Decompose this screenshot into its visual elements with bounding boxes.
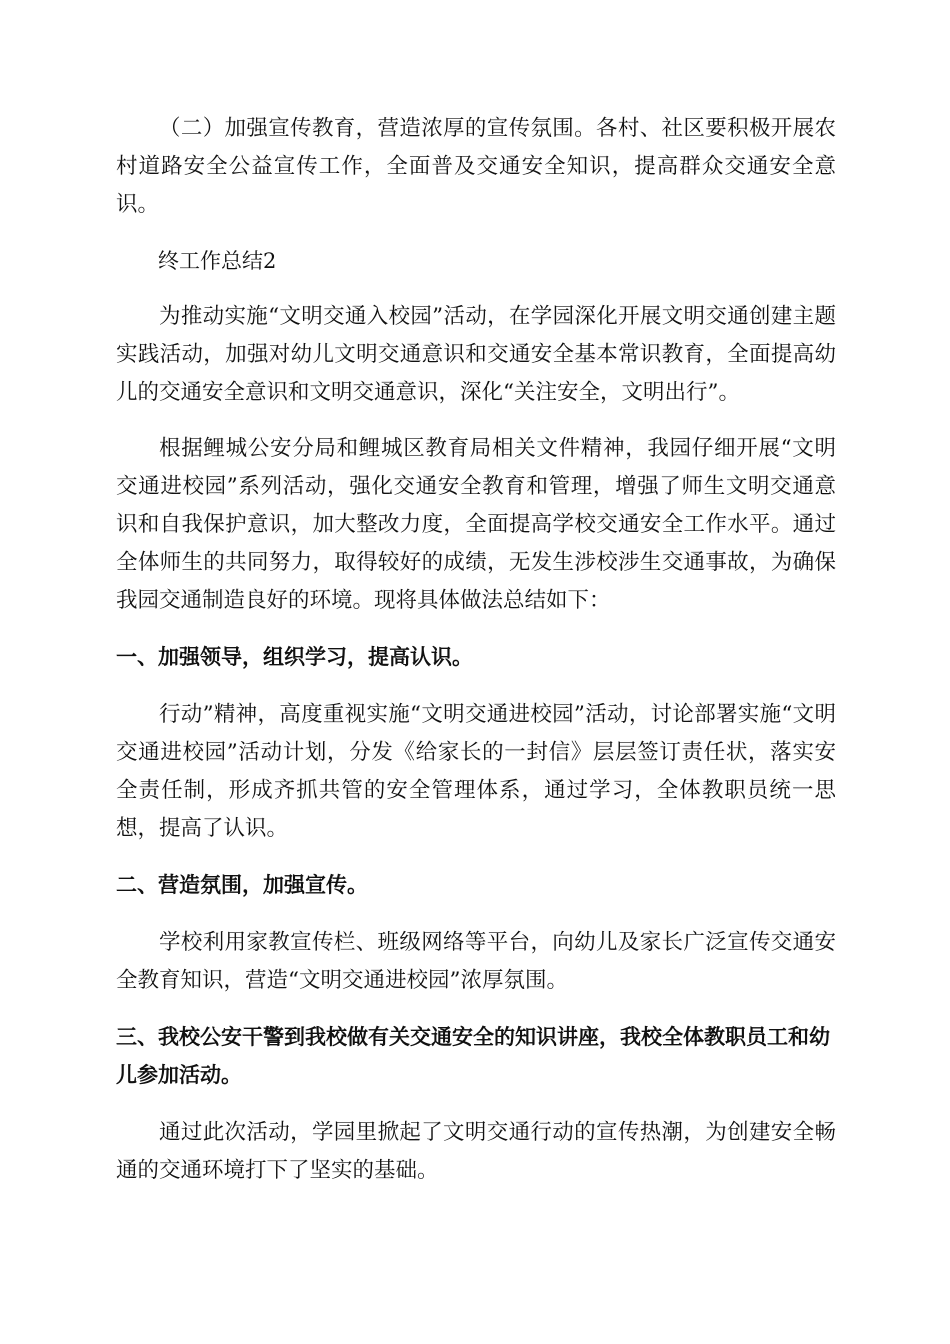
paragraph-leadership: 行动”精神，高度重视实施“文明交通进校园”活动，讨论部署实施“文明交通进校园”活动计划，分发《给家长的一封信》层层签订责任状，落实安全责任制，形成齐抓共管的安全管理体系，通过学习，全体教职员统一思想，提高了认识。 — [116, 702, 836, 841]
heading-lecture: 三、我校公安干警到我校做有关交通安全的知识讲座，我校全体教职员工和幼儿参加活动。 — [116, 1025, 830, 1087]
paragraph-atmosphere: 学校利用家教宣传栏、班级网络等平台，向幼儿及家长广泛宣传交通安全教育知识，营造“文明交通进校园”浓厚氛围。 — [116, 930, 836, 993]
paragraph-campaign-intro: 为推动实施“文明交通入校园”活动，在学园深化开展文明交通创建主题实践活动，加强对幼儿文明交通意识和交通安全基本常识教育，全面提高幼儿的交通安全意识和文明交通意识，深化“关注安全，文明出行”。 — [116, 304, 836, 405]
heading-atmosphere: 二、营造氛围，加强宣传。 — [116, 873, 368, 897]
paragraph-publicity-education: （二）加强宣传教育，营造浓厚的宣传氛围。各村、社区要积极开展农村道路安全公益宣传工作，全面普及交通安全知识，提高群众交通安全意识。 — [116, 116, 836, 217]
heading-leadership: 一、加强领导，组织学习，提高认识。 — [116, 645, 473, 669]
document-page — [116, 110, 836, 1208]
paragraph-conclusion: 通过此次活动，学园里掀起了文明交通行动的宣传热潮，为创建安全畅通的交通环境打下了坚实的基础。 — [116, 1120, 836, 1183]
paragraph-background: 根据鲤城公安分局和鲤城区教育局相关文件精神，我园仔细开展“文明交通进校园”系列活动，强化交通安全教育和管理，增强了师生文明交通意识和自我保护意识，加大整改力度，全面提高学校交通安全工作水平。通过全体师生的共同努力，取得较好的成绩，无发生涉校涉生交通事故，为确保我园交通制造良好的环境。现将具体做法总结如下： — [116, 436, 836, 613]
section-title-summary-2: 终工作总结2 — [158, 249, 277, 273]
